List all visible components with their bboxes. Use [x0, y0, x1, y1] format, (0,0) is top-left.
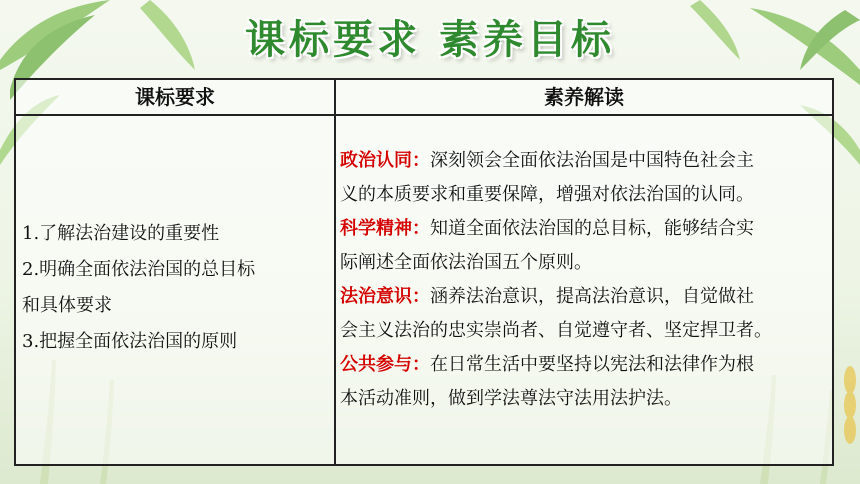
literacy-item [340, 348, 828, 382]
literacy-item-cont: 义的本质要求和重要保障，增强对依法治国的认同。 [340, 184, 754, 205]
literacy-item [340, 212, 828, 246]
literacy-text: 在日常生活中要坚持以宪法和法律作为根 [430, 354, 754, 375]
column-divider [334, 80, 336, 464]
literacy-item-cont: 会主义法治的忠实崇尚者、自觉遵守者、坚定捍卫者。 [340, 320, 772, 341]
header-standards: 课标要求 [135, 85, 215, 109]
literacy-item-cont: 本活动准则，做到学法尊法守法用法护法。 [340, 388, 682, 409]
literacy-text: 涵养法治意识，提高法治意识，自觉做社 [430, 286, 754, 307]
header-literacy: 素养解读 [544, 85, 624, 109]
requirement-item: 1.了解法治建设的重要性 [22, 223, 220, 244]
literacy-item [340, 280, 828, 314]
literacy-item-cont: 际阐述全面依法治国五个原则。 [340, 252, 592, 273]
header-divider [16, 114, 832, 116]
literacy-text: 深刻领会全面依法治国是中国特色社会主 [430, 150, 754, 171]
requirement-item: 3.把握全面依法治国的原则 [22, 331, 238, 352]
literacy-item [340, 144, 828, 178]
literacy-label: 科学精神： [340, 218, 430, 239]
literacy-text: 知道全面依法治国的总目标，能够结合实 [430, 218, 754, 239]
literacy-label: 政治认同： [340, 150, 430, 171]
literacy-label: 法治意识： [340, 286, 430, 307]
requirement-item: 和具体要求 [22, 295, 112, 316]
standards-table [14, 78, 834, 466]
requirements-list [22, 216, 328, 360]
page-title: 课标要求 素养目标 [245, 16, 615, 63]
requirement-item: 2.明确全面依法治国的总目标 [22, 259, 256, 280]
literacy-label: 公共参与： [340, 354, 430, 375]
literacy-list [340, 144, 828, 416]
